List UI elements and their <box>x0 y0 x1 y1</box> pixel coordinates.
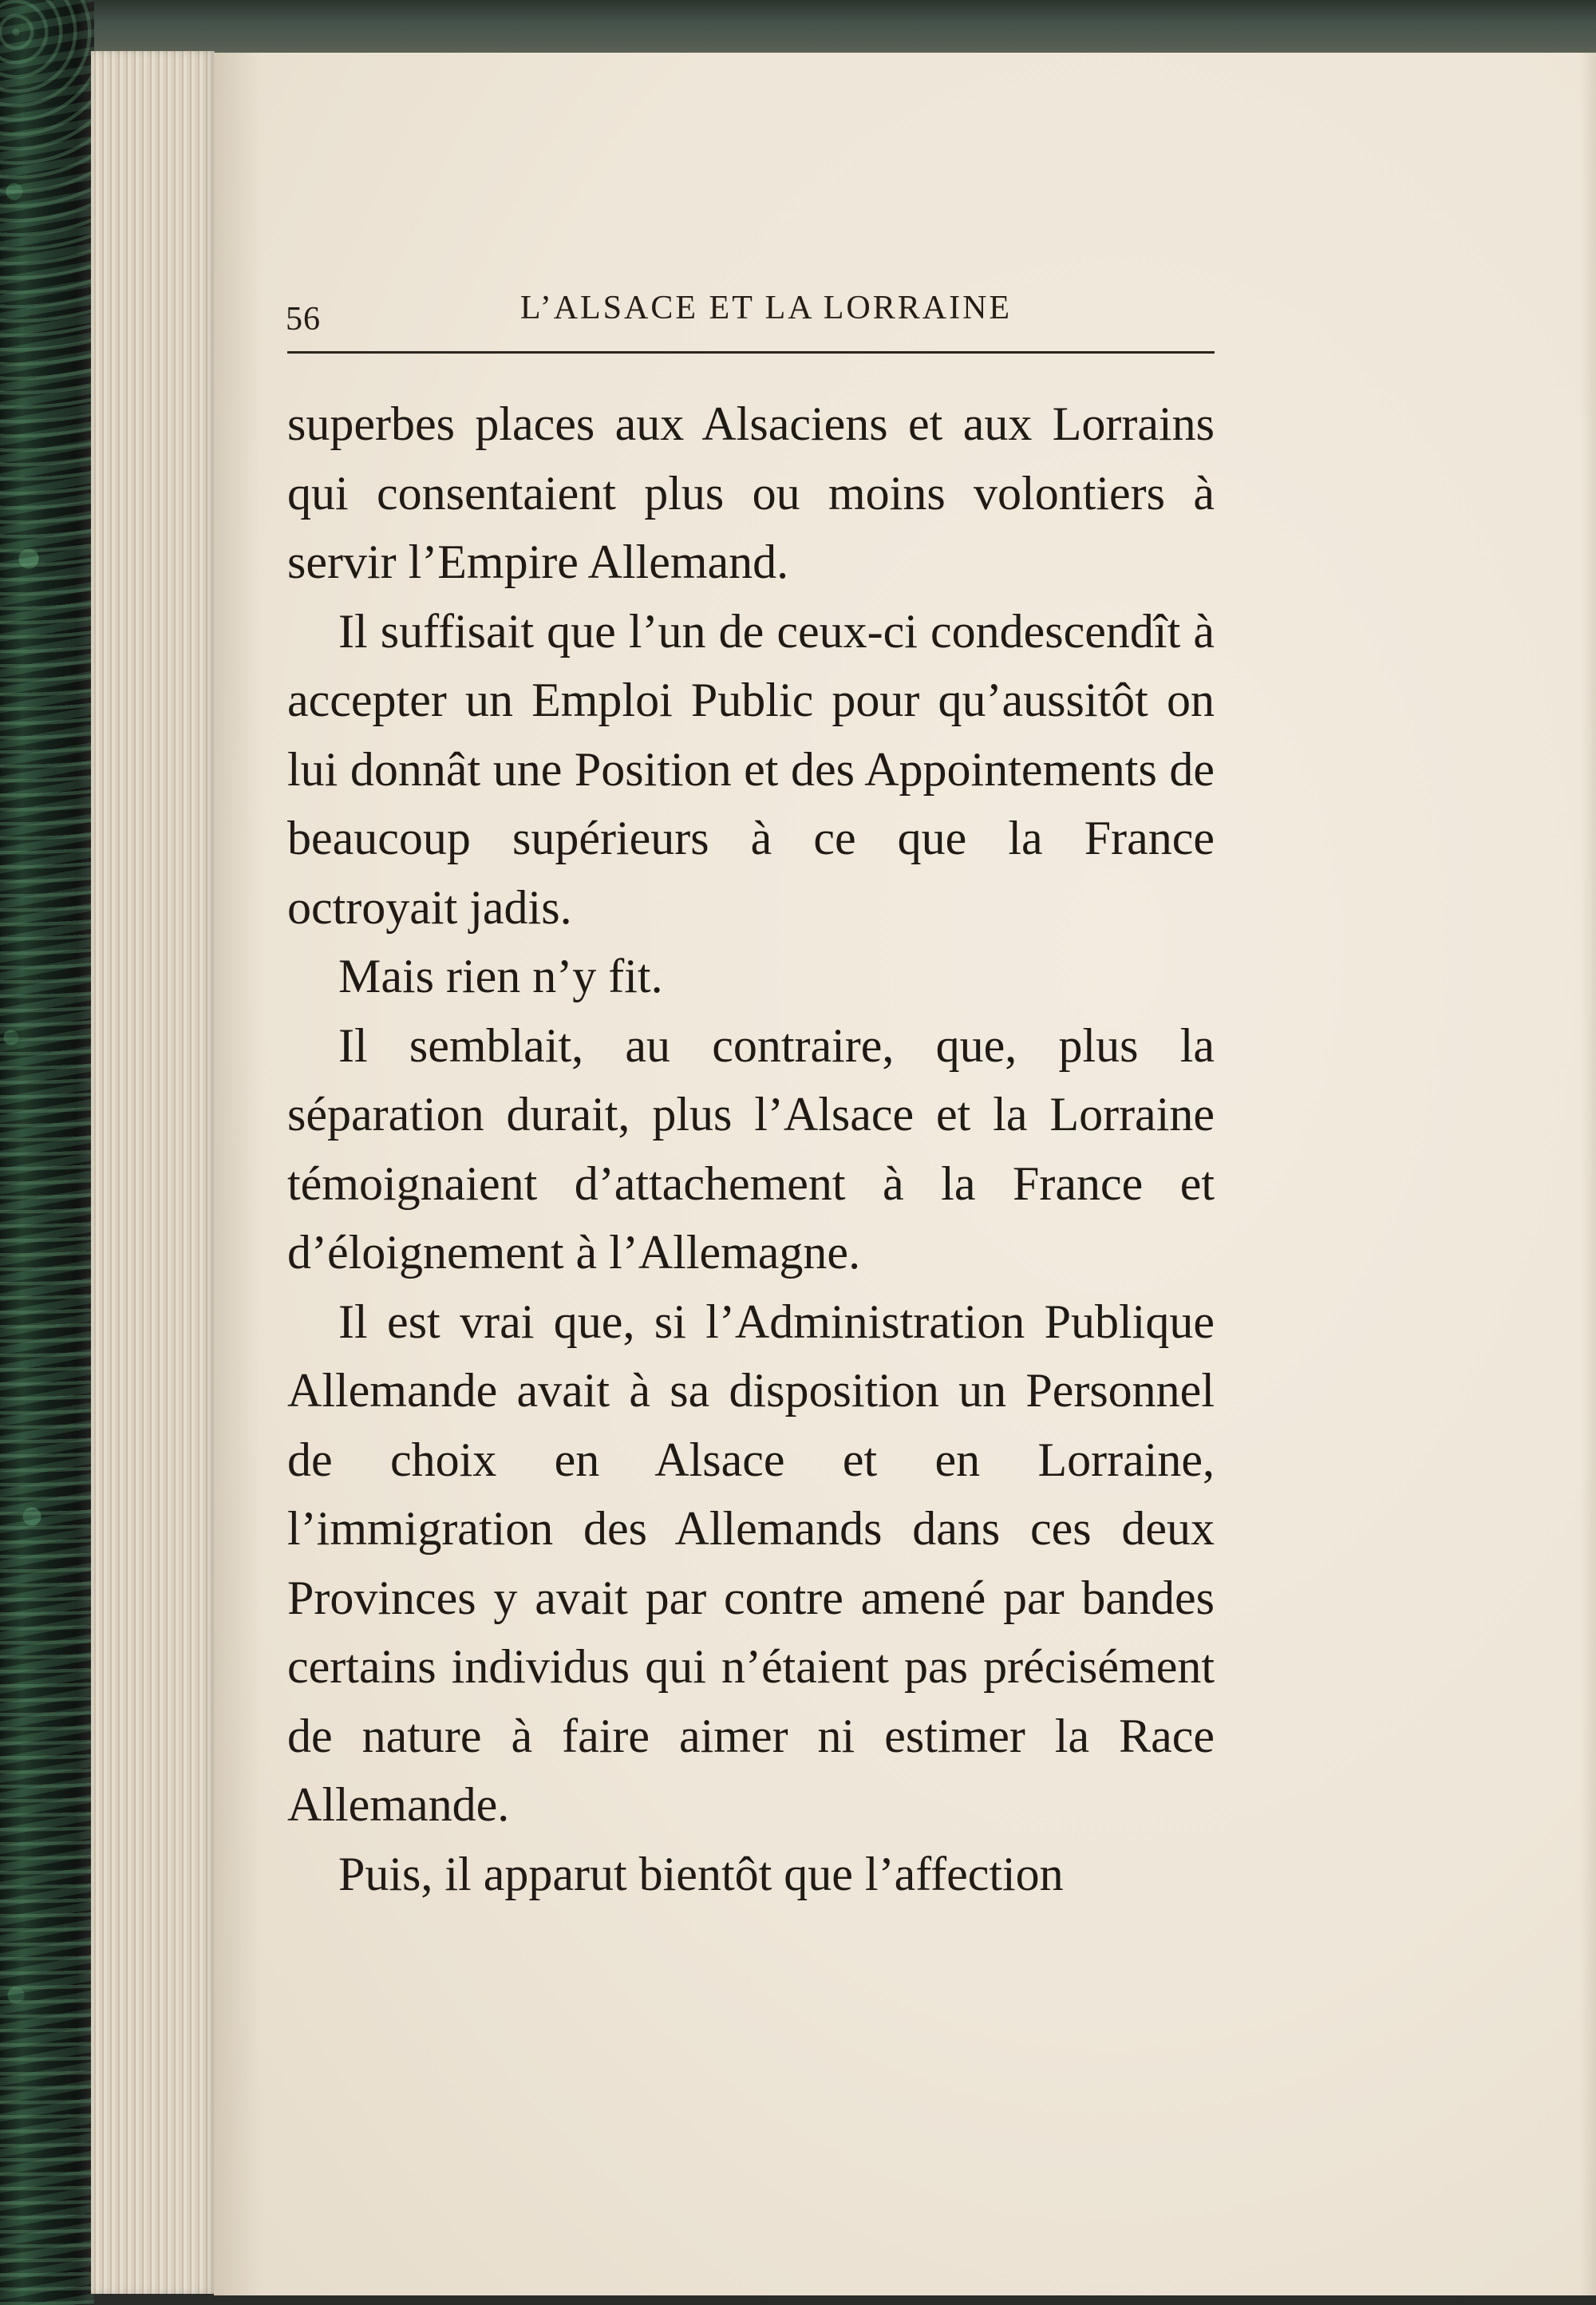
paragraph: Puis, il apparut bientôt que l’affection <box>338 1847 1064 1900</box>
paragraph-continued: superbes places aux Alsaciens et aux Lorrains qui consentaient plus ou moins volontiers à servir l’Empire Allemand. <box>287 397 1215 588</box>
paragraph: Mais rien n’y fit. <box>338 950 663 1002</box>
paragraph: Il semblait, au contraire, que, plus la séparation durait, plus l’Alsace et la Lorraine témoignaient d’attachement à la France et d’éloignement à l’Allemagne. <box>287 1018 1215 1279</box>
header-rule <box>287 351 1215 354</box>
page-number: 56 <box>286 301 321 338</box>
running-title: L’ALSACE ET LA LORRAINE <box>519 290 1013 326</box>
body-text <box>287 389 1215 1908</box>
running-head <box>286 289 1215 353</box>
paragraph: Il suffisait que l’un de ceux-ci condescendît à accepter un Emploi Public pour qu’aussitôt on lui donnât une Position et des Appointements de beaucoup supérieurs à ce que la France octroyait jadis. <box>287 604 1215 934</box>
paragraph: Il est vrai que, si l’Administration Publique Allemande avait à sa disposition un Personnel de choix en Alsace et en Lorraine, l’immigration des Allemands dans ces deux Provinces y avait par contre amené par bandes certains individus qui n’étaient pas précisément de nature à faire aimer ni estimer la Race Allemande. <box>287 1295 1215 1831</box>
page-block-edges <box>91 51 215 2294</box>
marbled-cover-edge <box>0 0 94 2305</box>
book-top-edge <box>94 0 1596 56</box>
